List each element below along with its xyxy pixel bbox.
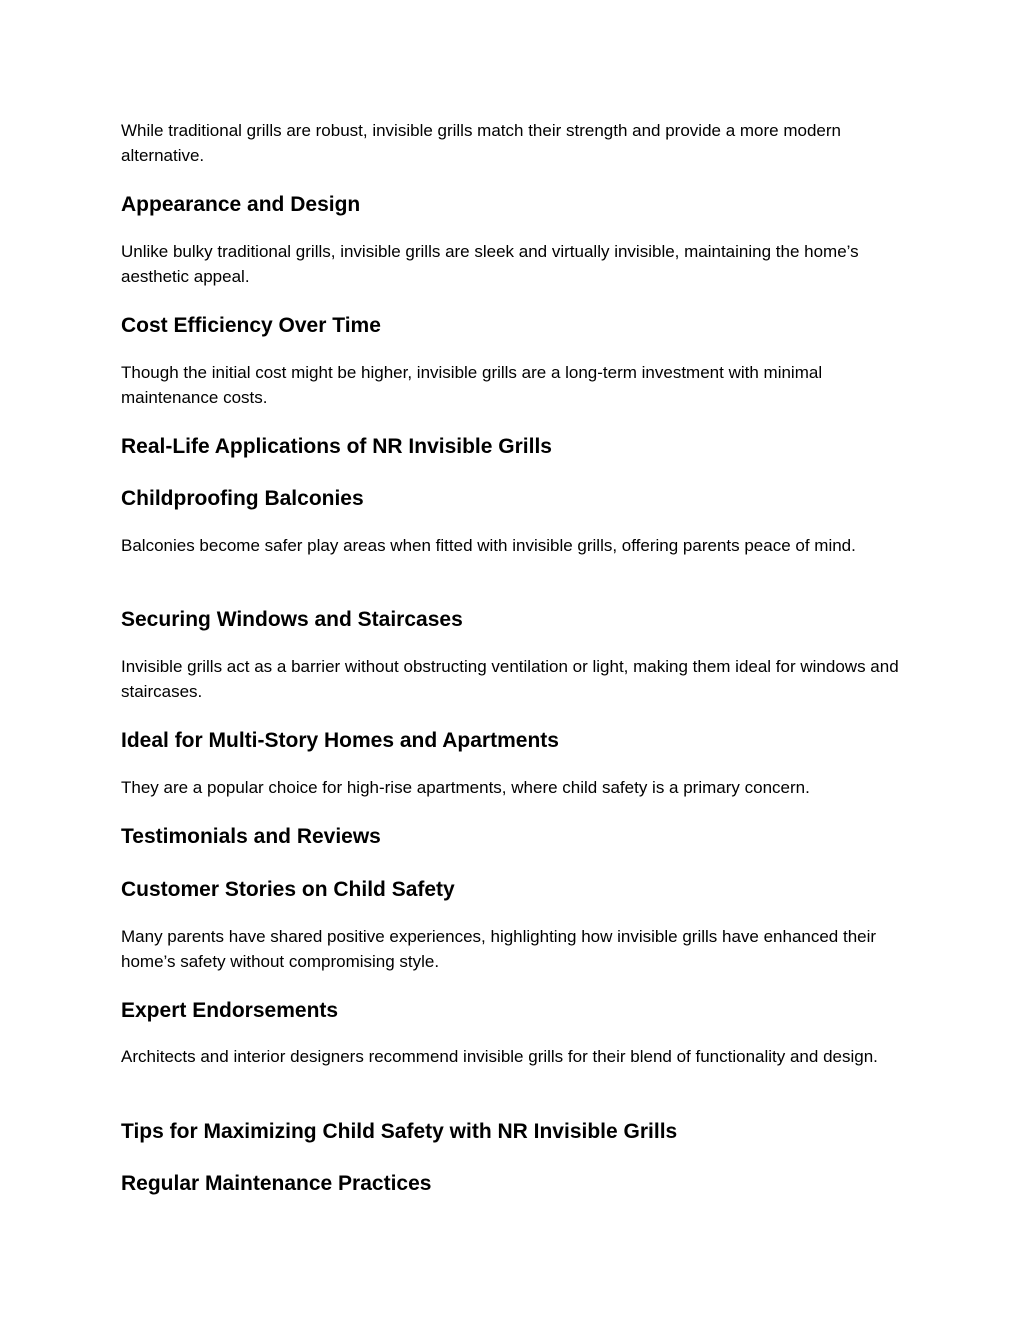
heading-securing-windows: Securing Windows and Staircases [121,608,463,631]
heading-appearance-and-design: Appearance and Design [121,193,361,216]
paragraph-appearance: Unlike bulky traditional grills, invisible grills are sleek and virtually invisible, maintaining the home’s aesthetic appeal. [121,242,859,286]
heading-testimonials: Testimonials and Reviews [121,825,381,848]
heading-customer-stories: Customer Stories on Child Safety [121,878,455,901]
heading-cost-efficiency: Cost Efficiency Over Time [121,314,381,337]
paragraph-customer-stories: Many parents have shared positive experiences, highlighting how invisible grills have enhanced their home’s safety without compromising style. [121,927,877,971]
paragraph-balconies: Balconies become safer play areas when fitted with invisible grills, offering parents peace of mind. [121,536,856,555]
heading-real-life-applications: Real-Life Applications of NR Invisible Grills [121,435,552,458]
heading-multi-story-homes: Ideal for Multi-Story Homes and Apartments [121,729,559,752]
paragraph-strength-comparison: While traditional grills are robust, invisible grills match their strength and provide a more modern alternative. [121,121,841,165]
heading-tips-child-safety: Tips for Maximizing Child Safety with NR Invisible Grills [121,1120,678,1143]
paragraph-windows-staircases: Invisible grills act as a barrier without obstructing ventilation or light, making them ideal for windows and staircases. [121,657,899,701]
paragraph-cost-efficiency: Though the initial cost might be higher, invisible grills are a long-term investment with minimal maintenance costs. [121,363,823,407]
paragraph-high-rise: They are a popular choice for high-rise apartments, where child safety is a primary concern. [121,778,810,797]
heading-expert-endorsements: Expert Endorsements [121,999,339,1022]
heading-childproofing-balconies: Childproofing Balconies [121,487,364,510]
heading-regular-maintenance: Regular Maintenance Practices [121,1172,432,1195]
paragraph-expert-endorsements: Architects and interior designers recommend invisible grills for their blend of functionality and design. [121,1047,878,1066]
